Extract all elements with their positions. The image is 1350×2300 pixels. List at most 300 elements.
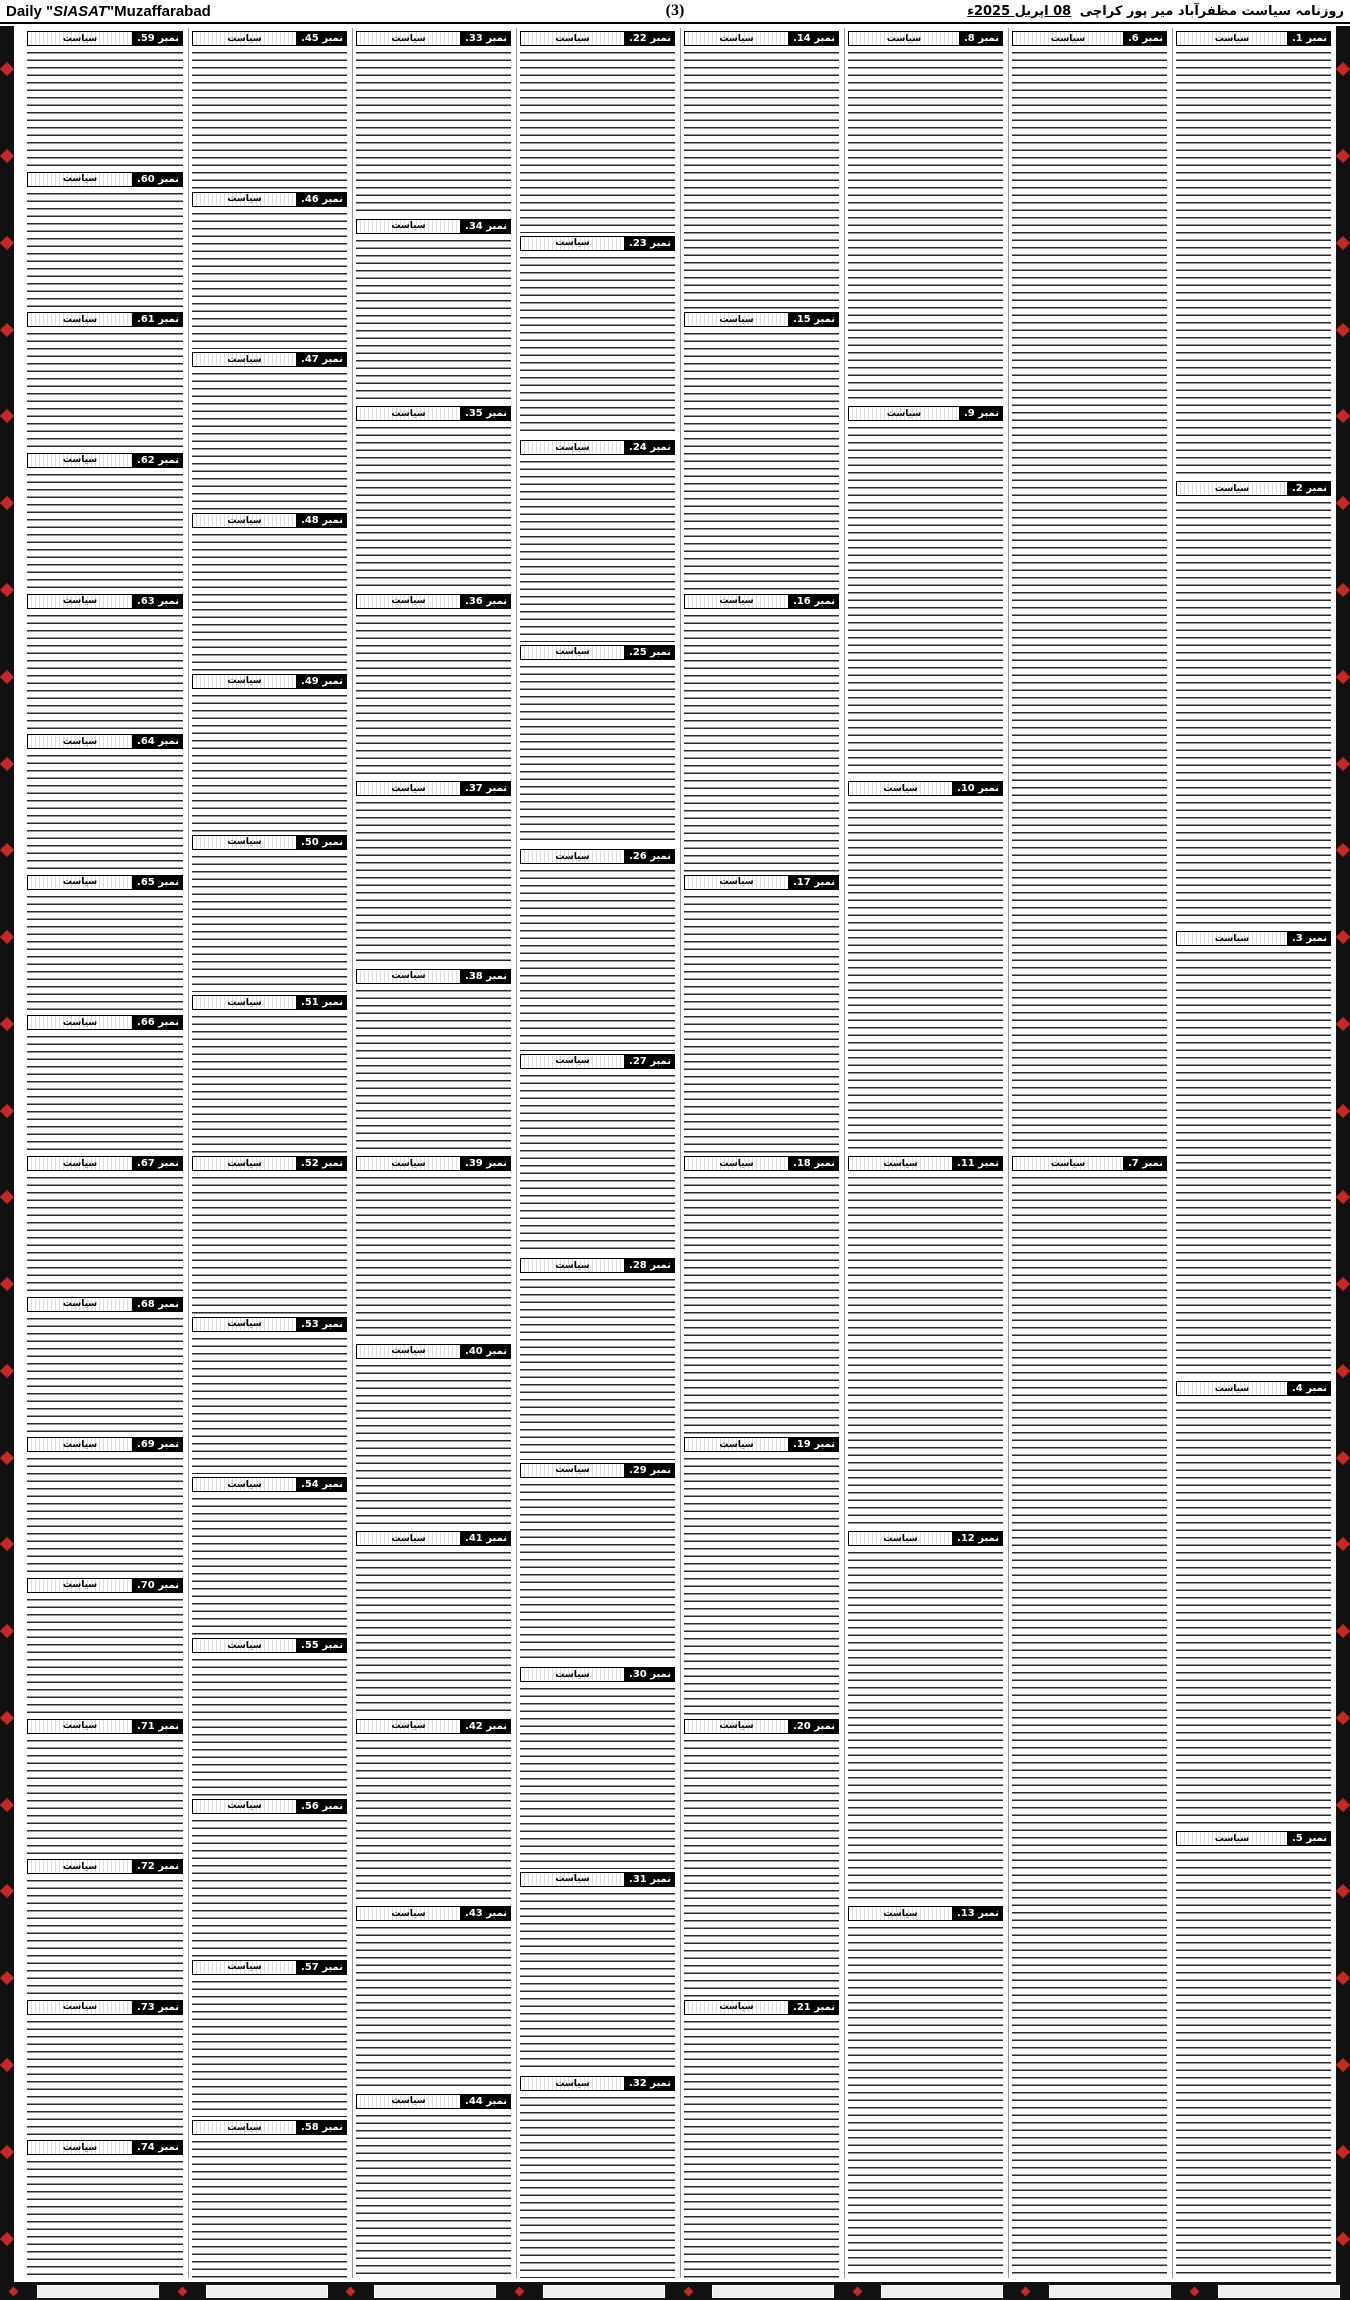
notice-header [848,1906,1003,1921]
notice-banner-label: سیاست [62,1861,98,1872]
notice-text-block [520,48,675,233]
notice-text-block [192,2137,347,2278]
notice-text-block [1012,48,1167,1153]
notice-item [192,510,347,671]
notice-banner [1176,931,1288,946]
notice-item [520,846,675,1051]
notice-number: نمبر 53. [297,1317,347,1332]
notice-text-block [520,662,675,847]
notice-number: نمبر 65. [133,875,183,890]
notice-number: نمبر 61. [133,312,183,327]
ad-columns [16,28,1334,2278]
notice-item [848,28,1003,403]
notice-banner [192,352,297,367]
notice-banner-label: سیاست [62,736,98,747]
notice-banner-label: سیاست [391,1346,426,1356]
notice-item [848,1153,1003,1528]
notice-item [356,1528,511,1716]
notice-item [356,1153,511,1341]
notice-number: نمبر 32. [625,2076,675,2091]
border-ornament-icon [1336,149,1350,163]
notice-banner [356,1531,461,1546]
notice-text-block [192,852,347,993]
notice-banner-label: سیاست [62,33,98,44]
notice-item [848,1903,1003,2278]
notice-banner-label: سیاست [227,1640,262,1651]
border-ornament-icon [0,149,14,163]
notice-banner [192,1960,297,1975]
notice-header [684,2000,839,2015]
notice-header [1176,1831,1331,1846]
notice-banner-label: سیاست [883,1533,918,1544]
notice-banner [520,1667,625,1682]
footer-ornament-icon [1021,2286,1031,2296]
notice-number: نمبر 40. [461,1344,511,1359]
notice-header [520,236,675,251]
notice-number: نمبر 26. [625,849,675,864]
notice-header [684,312,839,327]
notice-banner [684,2000,789,2015]
notice-item [27,169,183,310]
notice-text-block [520,457,675,642]
notice-header [848,406,1003,421]
footer-ornament-icon [177,2286,187,2296]
notice-header [1012,31,1167,46]
notice-number: نمبر 12. [953,1531,1003,1546]
notice-banner-label: سیاست [391,783,426,794]
notice-header [848,31,1003,46]
notice-text-block [27,189,183,310]
notice-text-block [684,1736,839,1997]
notice-header [192,31,347,46]
notice-number: نمبر 23. [625,236,675,251]
notice-header [684,594,839,609]
border-ornament-icon [1336,1971,1350,1985]
notice-banner [684,1156,789,1171]
notice-banner-label: سیاست [1214,1383,1250,1394]
notice-banner-label: سیاست [62,596,98,606]
notice-item [192,1474,347,1635]
notice-text-block [356,2111,511,2279]
notice-header [27,1719,183,1734]
notice-item [27,1716,183,1857]
notice-text-block [192,1334,347,1475]
notice-number: نمبر 24. [625,440,675,455]
notice-text-block [520,2093,675,2278]
notice-number: نمبر 1. [1288,31,1331,46]
footer-ornament-icon [515,2286,525,2296]
border-ornament-icon [0,1884,14,1898]
notice-number: نمبر 70. [133,1578,183,1593]
notice-banner [27,734,133,749]
border-ornament-icon [1336,496,1350,510]
notice-header [520,2076,675,2091]
notice-banner [27,31,133,46]
notice-item [520,28,675,233]
column-6 [352,28,514,2278]
notice-text-block [684,48,839,309]
notice-banner [684,1437,789,1452]
notice-item [684,872,839,1153]
notice-text-block [520,866,675,1051]
notice-banner-label: سیاست [719,1158,754,1169]
notice-text-block [356,986,511,1154]
notice-text-block [520,253,675,438]
notice-number: نمبر 36. [461,594,511,609]
footer-strip [0,2282,1350,2300]
notice-header [192,1799,347,1814]
notice-header [27,734,183,749]
notice-number: نمبر 10. [953,781,1003,796]
notice-number: نمبر 20. [789,1719,839,1734]
border-ornament-icon [0,236,14,250]
notice-number: نمبر 59. [133,31,183,46]
notice-banner-label: سیاست [555,1669,590,1680]
notice-text-block [27,470,183,591]
border-ornament-icon [1336,1884,1350,1898]
notice-banner [192,192,297,207]
masthead-left [6,3,211,20]
notice-header [520,849,675,864]
border-ornament-icon [0,496,14,510]
notice-banner [684,1719,789,1734]
notice-item [356,2091,511,2279]
notice-item [520,1869,675,2074]
notice-number: نمبر 14. [789,31,839,46]
notice-banner-label: سیاست [62,314,98,325]
notice-number: نمبر 62. [133,453,183,468]
notice-header [684,31,839,46]
notice-banner-label: سیاست [555,33,590,44]
notice-header [356,969,511,984]
notice-text-block [27,1032,183,1153]
border-ornament-icon [1336,1711,1350,1725]
notice-banner-label: سیاست [391,408,426,419]
notice-number: نمبر 56. [297,1799,347,1814]
notice-banner-label: سیاست [391,221,426,231]
notice-text-block [27,2017,183,2138]
notice-number: نمبر 71. [133,1719,183,1734]
notice-header [356,594,511,609]
notice-number: نمبر 66. [133,1015,183,1030]
notice-number: نمبر 16. [789,594,839,609]
notice-text-block [520,1275,675,1460]
notice-item [520,1051,675,1256]
notice-item [192,189,347,350]
notice-header [27,2140,183,2155]
notice-banner [520,2076,625,2091]
border-ornament-icon [1336,1624,1350,1638]
border-ornament-icon [1336,930,1350,944]
notice-banner [192,1477,297,1492]
notice-item [27,1294,183,1435]
notice-banner-label: سیاست [719,596,754,606]
notice-banner-label: سیاست [62,1721,98,1731]
notice-item [848,1528,1003,1903]
notice-banner-label: سیاست [227,194,262,205]
notice-banner-label: سیاست [391,1533,426,1544]
notice-header [1176,1381,1331,1396]
notice-banner [356,2094,461,2109]
column-7 [188,28,350,2278]
notice-text-block [356,423,511,591]
border-ornament-icon [0,2231,14,2245]
notice-header [520,1463,675,1478]
notice-banner [520,645,625,660]
border-ornament-icon [0,1017,14,1031]
notice-item [520,2073,675,2278]
notice-header [356,1156,511,1171]
border-ornament-icon [0,670,14,684]
notice-header [192,2120,347,2135]
notice-number: نمبر 72. [133,1859,183,1874]
notice-banner-label: سیاست [883,1908,918,1919]
notice-banner [356,1906,461,1921]
notice-item [356,216,511,404]
notice-header [192,1156,347,1171]
notice-banner-label: سیاست [555,238,590,249]
notice-item [27,2137,183,2278]
notice-text-block [27,751,183,872]
notice-number: نمبر 37. [461,781,511,796]
notice-banner [192,2120,297,2135]
notice-item [684,309,839,590]
notice-banner [27,1015,133,1030]
border-ornament-icon [0,1537,14,1551]
notice-banner [27,1859,133,1874]
notice-banner [1176,481,1288,496]
notice-item [520,1664,675,1869]
notice-header [520,645,675,660]
notice-item [192,671,347,832]
notice-header [27,453,183,468]
notice-number: نمبر 9. [960,406,1003,421]
border-ornament-icon [0,843,14,857]
notice-text-block [848,1548,1003,1903]
notice-header [27,312,183,327]
notice-number: نمبر 5. [1288,1831,1331,1846]
notice-number: نمبر 69. [133,1437,183,1452]
notice-number: نمبر 45. [297,31,347,46]
notice-item [356,1716,511,1904]
notice-number: نمبر 2. [1288,481,1331,496]
notice-number: نمبر 31. [625,1872,675,1887]
notice-item [684,1716,839,1997]
notice-banner-label: سیاست [555,1056,590,1067]
notice-item [1176,1378,1331,1828]
notice-banner-label: سیاست [227,1319,262,1330]
notice-banner-label: سیاست [555,1260,590,1271]
notice-number: نمبر 7. [1124,1156,1167,1171]
notice-banner [684,312,789,327]
masthead-city: "Muzaffarabad [107,2,211,20]
notice-number: نمبر 35. [461,406,511,421]
notice-header [848,781,1003,796]
notice-banner-label: سیاست [227,33,262,44]
notice-banner [27,1297,133,1312]
notice-text-block [27,1314,183,1435]
border-ornament-icon [1336,1537,1350,1551]
notice-banner-label: سیاست [886,408,922,419]
border-ornament-icon [0,930,14,944]
notice-number: نمبر 15. [789,312,839,327]
notice-text-block [192,1494,347,1635]
footer-panel [206,2285,328,2298]
notice-banner-label: سیاست [62,174,98,185]
notice-number: نمبر 47. [297,352,347,367]
notice-banner [520,1054,625,1069]
notice-item [27,1153,183,1294]
notice-banner [520,440,625,455]
notice-banner [848,406,960,421]
border-ornament-icon [1336,236,1350,250]
notice-banner-label: سیاست [555,647,590,658]
notice-banner [27,312,133,327]
border-ornament-icon [0,1190,14,1204]
notice-text-block [356,1736,511,1904]
notice-banner [192,1156,297,1171]
notice-text-block [27,1736,183,1857]
notice-banner [356,406,461,421]
notice-banner-label: سیاست [62,2002,98,2013]
notice-text-block [848,48,1003,403]
notice-header [356,781,511,796]
notice-header [27,1156,183,1171]
notice-text-block [27,1173,183,1294]
notice-banner-label: سیاست [62,1439,98,1450]
notice-banner [1176,1381,1288,1396]
border-ornament-icon [1336,323,1350,337]
notice-item [520,233,675,438]
notice-number: نمبر 6. [1124,31,1167,46]
notice-number: نمبر 41. [461,1531,511,1546]
notice-banner-label: سیاست [62,2142,98,2153]
border-ornament-icon [0,2058,14,2072]
notice-banner [520,849,625,864]
notice-text-block [27,1595,183,1716]
notice-banner [27,172,133,187]
notice-banner [356,31,461,46]
notice-banner-label: سیاست [391,1908,426,1919]
masthead-prefix: Daily " [6,2,54,20]
notice-header [520,1872,675,1887]
notice-banner-label: سیاست [883,1158,918,1169]
border-ornament-icon [1336,62,1350,76]
notice-number: نمبر 3. [1288,931,1331,946]
notice-text-block [684,1173,839,1434]
notice-header [1176,931,1331,946]
notice-number: نمبر 4. [1288,1381,1331,1396]
notice-text-block [27,2157,183,2278]
notice-number: نمبر 58. [297,2120,347,2135]
notice-number: نمبر 43. [461,1906,511,1921]
notice-header [356,1719,511,1734]
notice-banner [192,513,297,528]
notice-text-block [684,2017,839,2278]
notice-banner [684,31,789,46]
border-ornament-icon [0,583,14,597]
notice-number: نمبر 67. [133,1156,183,1171]
notice-item [520,437,675,642]
notice-banner-label: سیاست [227,2122,262,2133]
footer-ornament-icon [346,2286,356,2296]
notice-banner-label: سیاست [227,676,262,687]
notice-number: نمبر 55. [297,1638,347,1653]
notice-header [848,1531,1003,1546]
notice-banner-label: سیاست [555,851,590,862]
notice-banner [192,1799,297,1814]
notice-banner-label: سیاست [1214,483,1250,494]
notice-item [1012,28,1167,1153]
notice-banner-label: سیاست [227,1158,262,1169]
footer-panel [543,2285,665,2298]
notice-text-block [27,892,183,1013]
notice-header [356,1344,511,1359]
notice-banner [356,781,461,796]
notice-text-block [356,798,511,966]
notice-header [1012,1156,1167,1171]
notice-item [1176,928,1331,1378]
column-8 [24,28,186,2278]
notice-banner [27,1437,133,1452]
notice-item [684,591,839,872]
notice-banner [356,969,461,984]
notice-banner-label: سیاست [62,1580,98,1591]
notice-header [356,219,511,234]
notice-item [356,28,511,216]
notice-item [27,450,183,591]
notice-text-block [520,1071,675,1256]
notice-banner [848,31,960,46]
notice-number: نمبر 8. [960,31,1003,46]
notice-text-block [848,423,1003,778]
border-ornament-icon [0,1798,14,1812]
notice-text-block [356,1361,511,1529]
notice-banner-label: سیاست [227,997,262,1008]
notice-text-block [27,1876,183,1997]
notice-banner-label: سیاست [1214,33,1250,44]
column-5 [516,28,678,2278]
notice-header [27,1578,183,1593]
notice-banner-label: سیاست [227,354,262,365]
notice-text-block [848,1923,1003,2278]
notice-item [356,1341,511,1529]
notice-header [27,875,183,890]
notice-item [1176,1828,1331,2278]
notice-number: نمبر 33. [461,31,511,46]
border-ornament-icon [1336,2145,1350,2159]
notice-banner-label: سیاست [555,2078,590,2089]
notice-banner [192,1638,297,1653]
notice-number: نمبر 57. [297,1960,347,1975]
border-ornament-icon [0,409,14,423]
notice-number: نمبر 48. [297,513,347,528]
border-ornament-icon [0,2145,14,2159]
notice-banner [27,2140,133,2155]
notice-banner-label: سیاست [391,596,426,606]
notice-number: نمبر 60. [133,172,183,187]
notice-header [520,1258,675,1273]
notice-number: نمبر 49. [297,674,347,689]
border-ornament-icon [1336,1277,1350,1291]
notice-item [27,731,183,872]
notice-text-block [356,48,511,216]
footer-ornament-icon [683,2286,693,2296]
border-ornament-icon [1336,1103,1350,1117]
notice-header [27,1297,183,1312]
border-ornament-icon [1336,1017,1350,1031]
border-ornament-icon [0,1624,14,1638]
